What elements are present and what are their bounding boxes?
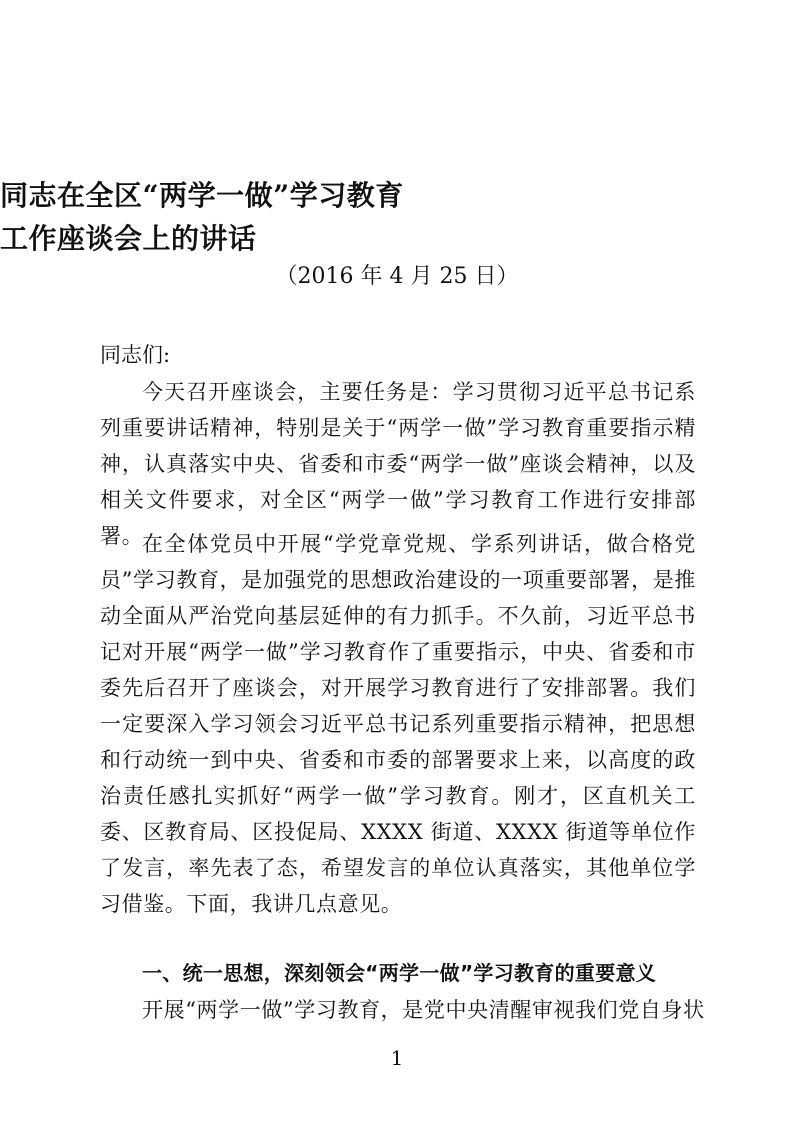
paragraph-2-block	[100, 526, 696, 922]
document-title-line-2: 工作座谈会上的讲话	[0, 222, 257, 255]
section-heading: 一、统一思想，深刻领会“两学一做”学习教育的重要意义	[142, 961, 657, 985]
greeting: 同志们:	[100, 343, 171, 367]
page-number: 1	[390, 1046, 404, 1070]
document-title-line-1: 同志在全区“两学一做”学习教育	[0, 179, 404, 212]
speech-date: （2016 年 4 月 25 日）	[275, 264, 519, 289]
paragraph-3-block	[100, 992, 705, 1028]
paragraph: 今天召开座谈会，主要任务是：学习贯彻习近平总书记系列重要讲话精神，特别是关于“两学一做”学习教育重要指示精神，认真落实中央、省委和市委“两学一做”座谈会精神，以及相关文件要求，对全区“两学一做”学习教育工作进行安排部署。	[100, 380, 696, 548]
paragraph: 开展“两学一做”学习教育，是党中央清醒审视我们党自身状	[142, 998, 705, 1022]
paragraph: 在全体党员中开展“学党章党规、学系列讲话，做合格党员”学习教育，是加强党的思想政治建设的一项重要部署，是推动全面从严治党向基层延伸的有力抓手。不久前，习近平总书记对开展“两学一做”学习教育作了重要指示，中央、省委和市委先后召开了座谈会，对开展学习教育进行了安排部署。我们一定要深入学习领会习近平总书记系列重要指示精神，把思想和行动统一到中央、省委和市委的部署要求上来，以高度的政治责任感扎实抓好“两学一做”学习教育。刚才，区直机关工委、区教育局、区投促局、XXXX 街道、XXXX 街道等单位作了发言，率先表了态，希望发言的单位认真落实，其他单位学习借鉴。下面，我讲几点意见。	[100, 532, 696, 916]
